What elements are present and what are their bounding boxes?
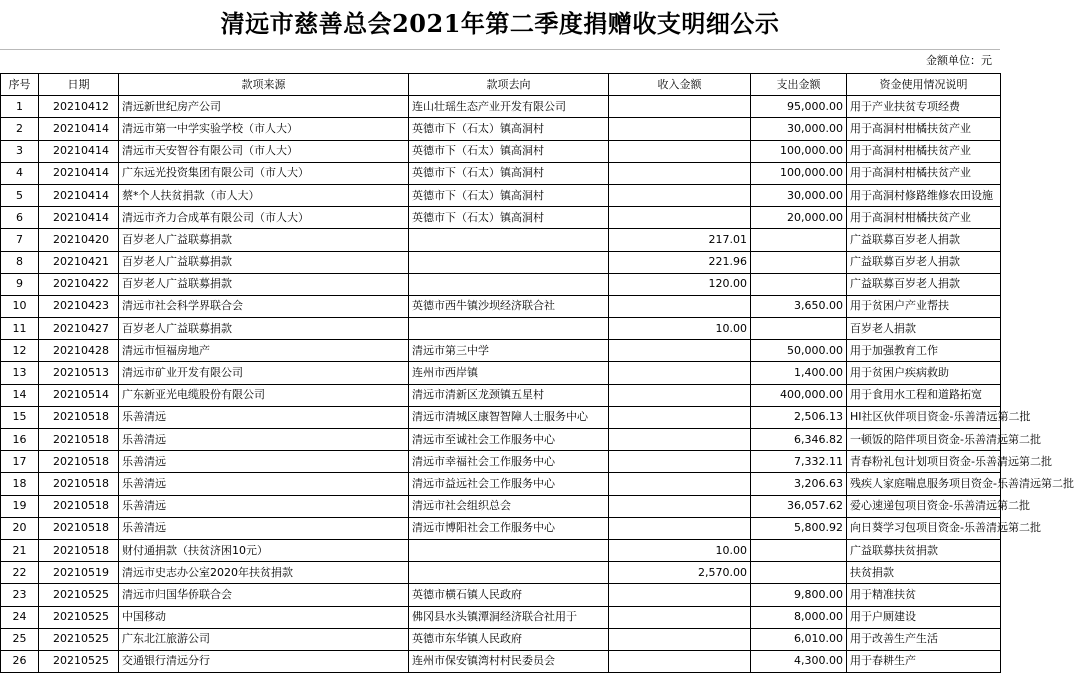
cell-source: 蔡*个人扶贫捐款（市人大） <box>119 184 409 206</box>
cell-destination: 清远市清新区龙颈镇五星村 <box>409 384 609 406</box>
cell-expense: 20,000.00 <box>751 207 847 229</box>
cell-income: 120.00 <box>609 273 751 295</box>
donation-table <box>0 73 1074 673</box>
cell-index: 20 <box>1 517 39 539</box>
header-income: 收入金额 <box>609 74 751 96</box>
cell-expense: 4,300.00 <box>751 650 847 672</box>
cell-usage-note: 青春粉礼包计划项目资金-乐善清远第二批 <box>847 451 1001 473</box>
cell-date: 20210518 <box>39 451 119 473</box>
cell-date: 20210519 <box>39 562 119 584</box>
cell-income: 10.00 <box>609 539 751 561</box>
cell-expense: 6,346.82 <box>751 429 847 451</box>
cell-usage-note: 向日葵学习包项目资金-乐善清远第二批 <box>847 517 1001 539</box>
cell-source: 乐善清远 <box>119 473 409 495</box>
cell-source: 百岁老人广益联募捐款 <box>119 251 409 273</box>
cell-expense: 8,000.00 <box>751 606 847 628</box>
header-usage-note: 资金使用情况说明 <box>847 74 1001 96</box>
cell-income: 221.96 <box>609 251 751 273</box>
table-row <box>1 495 1001 517</box>
cell-date: 20210525 <box>39 584 119 606</box>
cell-usage-note: 用于高洞村修路维修农田设施 <box>847 184 1001 206</box>
cell-usage-note: 广益联募百岁老人捐款 <box>847 229 1001 251</box>
cell-date: 20210414 <box>39 140 119 162</box>
cell-date: 20210518 <box>39 539 119 561</box>
cell-income <box>609 96 751 118</box>
cell-income <box>609 207 751 229</box>
cell-usage-note: 用于贫困户疾病救助 <box>847 362 1001 384</box>
cell-source: 乐善清远 <box>119 517 409 539</box>
table-row <box>1 628 1001 650</box>
cell-usage-note: 用于改善生产生活 <box>847 628 1001 650</box>
table-row <box>1 650 1001 672</box>
table-row <box>1 273 1001 295</box>
cell-expense: 30,000.00 <box>751 118 847 140</box>
cell-source: 清远市归国华侨联合会 <box>119 584 409 606</box>
cell-usage-note: 百岁老人捐款 <box>847 318 1001 340</box>
cell-index: 13 <box>1 362 39 384</box>
cell-source: 百岁老人广益联募捐款 <box>119 229 409 251</box>
table-row <box>1 184 1001 206</box>
cell-date: 20210423 <box>39 295 119 317</box>
cell-date: 20210518 <box>39 495 119 517</box>
cell-income <box>609 118 751 140</box>
cell-usage-note: 扶贫捐款 <box>847 562 1001 584</box>
cell-usage-note: 用于高洞村柑橘扶贫产业 <box>847 207 1001 229</box>
cell-index: 7 <box>1 229 39 251</box>
cell-income <box>609 517 751 539</box>
cell-income <box>609 406 751 428</box>
cell-destination: 英德市下（石太）镇高洞村 <box>409 207 609 229</box>
cell-expense: 7,332.11 <box>751 451 847 473</box>
table-row <box>1 606 1001 628</box>
cell-income <box>609 495 751 517</box>
table-row <box>1 562 1001 584</box>
header-destination: 款项去向 <box>409 74 609 96</box>
table-row <box>1 362 1001 384</box>
cell-income: 10.00 <box>609 318 751 340</box>
cell-expense <box>751 229 847 251</box>
cell-source: 交通银行清远分行 <box>119 650 409 672</box>
cell-expense: 2,506.13 <box>751 406 847 428</box>
cell-usage-note: 用于贫困户产业帮扶 <box>847 295 1001 317</box>
cell-index: 19 <box>1 495 39 517</box>
cell-date: 20210420 <box>39 229 119 251</box>
cell-expense: 30,000.00 <box>751 184 847 206</box>
table-row <box>1 384 1001 406</box>
cell-usage-note: HI社区伙伴项目资金-乐善清远第二批 <box>847 406 1001 428</box>
cell-usage-note: 残疾人家庭喘息服务项目资金-乐善清远第二批 <box>847 473 1001 495</box>
cell-index: 2 <box>1 118 39 140</box>
cell-destination: 英德市横石镇人民政府 <box>409 584 609 606</box>
cell-index: 21 <box>1 539 39 561</box>
cell-usage-note: 用于食用水工程和道路拓宽 <box>847 384 1001 406</box>
header-date: 日期 <box>39 74 119 96</box>
cell-expense: 400,000.00 <box>751 384 847 406</box>
cell-date: 20210518 <box>39 406 119 428</box>
cell-destination: 英德市西牛镇沙坝经济联合社 <box>409 295 609 317</box>
cell-expense: 6,010.00 <box>751 628 847 650</box>
cell-destination: 佛冈县水头镇潭洞经济联合社用于 <box>409 606 609 628</box>
cell-source: 百岁老人广益联募捐款 <box>119 318 409 340</box>
cell-date: 20210513 <box>39 362 119 384</box>
cell-index: 22 <box>1 562 39 584</box>
cell-usage-note: 用于产业扶贫专项经费 <box>847 96 1001 118</box>
cell-usage-note: 用于高洞村柑橘扶贫产业 <box>847 162 1001 184</box>
cell-source: 清远市恒福房地产 <box>119 340 409 362</box>
cell-date: 20210427 <box>39 318 119 340</box>
cell-usage-note: 爱心速递包项目资金-乐善清远第二批 <box>847 495 1001 517</box>
cell-destination: 清远市益远社会工作服务中心 <box>409 473 609 495</box>
cell-income <box>609 362 751 384</box>
table-row <box>1 340 1001 362</box>
cell-expense <box>751 251 847 273</box>
cell-income <box>609 584 751 606</box>
cell-destination: 英德市下（石太）镇高洞村 <box>409 140 609 162</box>
table-row <box>1 429 1001 451</box>
cell-index: 6 <box>1 207 39 229</box>
cell-source: 清远新世纪房产公司 <box>119 96 409 118</box>
header-expense: 支出金额 <box>751 74 847 96</box>
cell-source: 乐善清远 <box>119 451 409 473</box>
cell-expense <box>751 273 847 295</box>
cell-usage-note: 用于精准扶贫 <box>847 584 1001 606</box>
cell-source: 清远市第一中学实验学校（市人大） <box>119 118 409 140</box>
cell-index: 4 <box>1 162 39 184</box>
cell-income <box>609 340 751 362</box>
cell-index: 1 <box>1 96 39 118</box>
cell-date: 20210525 <box>39 650 119 672</box>
table-body <box>1 96 1074 673</box>
cell-expense: 1,400.00 <box>751 362 847 384</box>
cell-income <box>609 295 751 317</box>
cell-usage-note: 用于高洞村柑橘扶贫产业 <box>847 118 1001 140</box>
cell-source: 中国移动 <box>119 606 409 628</box>
cell-usage-note: 用于加强教育工作 <box>847 340 1001 362</box>
cell-expense <box>751 539 847 561</box>
cell-source: 乐善清远 <box>119 406 409 428</box>
cell-source: 百岁老人广益联募捐款 <box>119 273 409 295</box>
cell-date: 20210428 <box>39 340 119 362</box>
table-row <box>1 96 1001 118</box>
cell-source: 广东北江旅游公司 <box>119 628 409 650</box>
cell-index: 8 <box>1 251 39 273</box>
cell-destination: 清远市社会组织总会 <box>409 495 609 517</box>
cell-destination: 英德市下（石太）镇高洞村 <box>409 162 609 184</box>
cell-index: 23 <box>1 584 39 606</box>
cell-expense: 50,000.00 <box>751 340 847 362</box>
cell-index: 24 <box>1 606 39 628</box>
cell-destination: 清远市博阳社会工作服务中心 <box>409 517 609 539</box>
cell-usage-note: 用于春耕生产 <box>847 650 1001 672</box>
cell-date: 20210414 <box>39 184 119 206</box>
cell-source: 财付通捐款（扶贫济困10元） <box>119 539 409 561</box>
cell-destination: 连山壮瑶生态产业开发有限公司 <box>409 96 609 118</box>
cell-source: 广东远光投资集团有限公司（市人大） <box>119 162 409 184</box>
table-row <box>1 251 1001 273</box>
cell-expense <box>751 318 847 340</box>
cell-index: 14 <box>1 384 39 406</box>
cell-index: 3 <box>1 140 39 162</box>
cell-expense: 100,000.00 <box>751 140 847 162</box>
cell-source: 清远市矿业开发有限公司 <box>119 362 409 384</box>
cell-income <box>609 384 751 406</box>
cell-date: 20210422 <box>39 273 119 295</box>
table-header-row <box>1 74 1001 96</box>
cell-expense: 36,057.62 <box>751 495 847 517</box>
table-row <box>1 318 1001 340</box>
header-source: 款项来源 <box>119 74 409 96</box>
cell-expense: 100,000.00 <box>751 162 847 184</box>
cell-income: 2,570.00 <box>609 562 751 584</box>
table-row <box>1 584 1001 606</box>
cell-destination <box>409 318 609 340</box>
cell-income <box>609 650 751 672</box>
cell-date: 20210514 <box>39 384 119 406</box>
cell-index: 5 <box>1 184 39 206</box>
cell-destination <box>409 539 609 561</box>
cell-date: 20210518 <box>39 429 119 451</box>
cell-usage-note: 用于高洞村柑橘扶贫产业 <box>847 140 1001 162</box>
cell-destination: 英德市东华镇人民政府 <box>409 628 609 650</box>
table-row <box>1 207 1001 229</box>
cell-index: 9 <box>1 273 39 295</box>
cell-index: 16 <box>1 429 39 451</box>
cell-usage-note: 广益联募扶贫捐款 <box>847 539 1001 561</box>
cell-date: 20210414 <box>39 207 119 229</box>
cell-date: 20210525 <box>39 606 119 628</box>
cell-income <box>609 606 751 628</box>
cell-income <box>609 429 751 451</box>
cell-source: 清远市史志办公室2020年扶贫捐款 <box>119 562 409 584</box>
cell-destination: 连州市保安镇湾村村民委员会 <box>409 650 609 672</box>
cell-expense <box>751 562 847 584</box>
cell-expense: 3,206.63 <box>751 473 847 495</box>
cell-destination: 连州市西岸镇 <box>409 362 609 384</box>
cell-destination: 清远市清城区康智智障人士服务中心 <box>409 406 609 428</box>
cell-date: 20210414 <box>39 162 119 184</box>
cell-index: 15 <box>1 406 39 428</box>
cell-income: 217.01 <box>609 229 751 251</box>
cell-destination <box>409 562 609 584</box>
cell-expense: 3,650.00 <box>751 295 847 317</box>
cell-destination <box>409 229 609 251</box>
cell-source: 广东新亚光电缆股份有限公司 <box>119 384 409 406</box>
header-index: 序号 <box>1 74 39 96</box>
table-row <box>1 539 1001 561</box>
page-title: 清远市慈善总会2021年第二季度捐赠收支明细公示 <box>220 9 780 38</box>
cell-source: 清远市天安智谷有限公司（市人大） <box>119 140 409 162</box>
cell-date: 20210412 <box>39 96 119 118</box>
cell-usage-note: 广益联募百岁老人捐款 <box>847 273 1001 295</box>
table-row <box>1 295 1001 317</box>
cell-source: 清远市社会科学界联合会 <box>119 295 409 317</box>
cell-usage-note: 广益联募百岁老人捐款 <box>847 251 1001 273</box>
cell-date: 20210525 <box>39 628 119 650</box>
cell-index: 12 <box>1 340 39 362</box>
cell-date: 20210518 <box>39 517 119 539</box>
cell-source: 乐善清远 <box>119 429 409 451</box>
unit-row <box>0 49 1000 74</box>
cell-expense: 5,800.92 <box>751 517 847 539</box>
cell-destination: 英德市下（石太）镇高洞村 <box>409 184 609 206</box>
cell-index: 11 <box>1 318 39 340</box>
cell-income <box>609 451 751 473</box>
cell-income <box>609 628 751 650</box>
cell-destination: 英德市下（石太）镇高洞村 <box>409 118 609 140</box>
cell-expense: 95,000.00 <box>751 96 847 118</box>
cell-index: 26 <box>1 650 39 672</box>
cell-index: 10 <box>1 295 39 317</box>
cell-income <box>609 162 751 184</box>
cell-expense: 9,800.00 <box>751 584 847 606</box>
cell-index: 18 <box>1 473 39 495</box>
cell-destination: 清远市幸福社会工作服务中心 <box>409 451 609 473</box>
table-row <box>1 451 1001 473</box>
cell-destination <box>409 273 609 295</box>
cell-index: 25 <box>1 628 39 650</box>
cell-index: 17 <box>1 451 39 473</box>
cell-destination: 清远市第三中学 <box>409 340 609 362</box>
table-row <box>1 140 1001 162</box>
cell-income <box>609 140 751 162</box>
cell-destination <box>409 251 609 273</box>
cell-destination: 清远市至诚社会工作服务中心 <box>409 429 609 451</box>
cell-source: 乐善清远 <box>119 495 409 517</box>
table-row <box>1 517 1001 539</box>
cell-income <box>609 184 751 206</box>
table-row <box>1 118 1001 140</box>
cell-date: 20210414 <box>39 118 119 140</box>
table-row <box>1 229 1001 251</box>
cell-usage-note: 用于户厕建设 <box>847 606 1001 628</box>
cell-source: 清远市齐力合成革有限公司（市人大） <box>119 207 409 229</box>
cell-income <box>609 473 751 495</box>
cell-usage-note: 一顿饭的陪伴项目资金-乐善清远第二批 <box>847 429 1001 451</box>
table-row <box>1 473 1001 495</box>
cell-date: 20210421 <box>39 251 119 273</box>
currency-unit-label: 金额单位：元 <box>926 54 992 67</box>
table-row <box>1 162 1001 184</box>
table-row <box>1 406 1001 428</box>
cell-date: 20210518 <box>39 473 119 495</box>
